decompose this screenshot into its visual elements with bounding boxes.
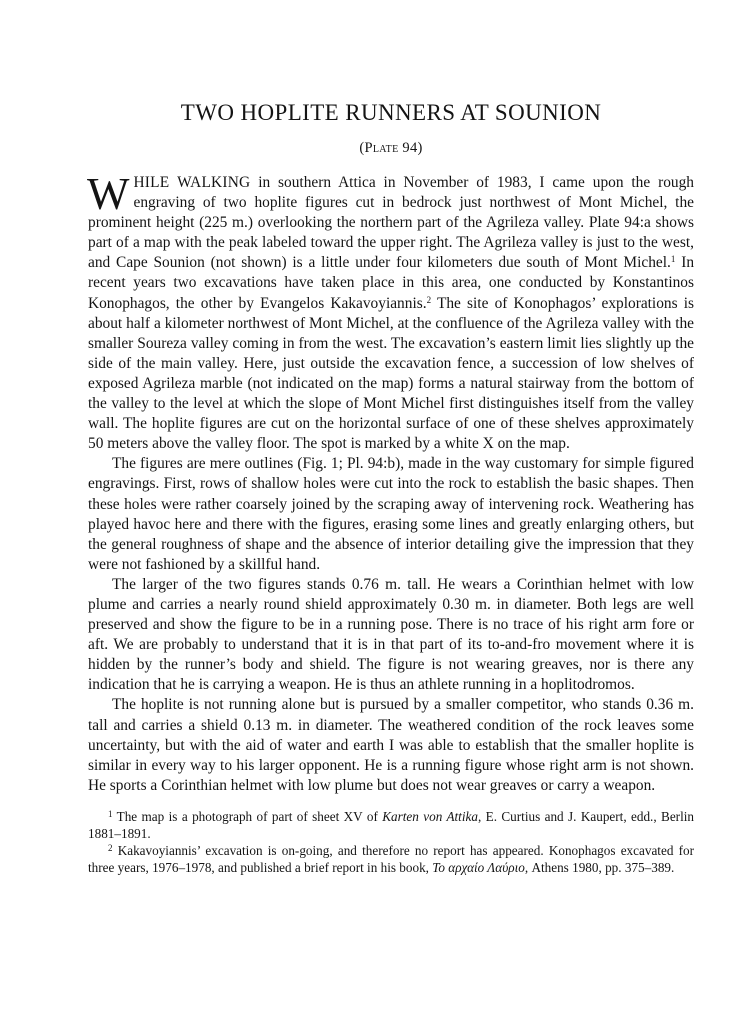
paragraph bbox=[88, 575, 694, 696]
paragraph bbox=[88, 454, 694, 575]
drop-cap: W bbox=[87, 169, 130, 219]
footnote-marker: 2 bbox=[426, 294, 432, 305]
footnote bbox=[88, 842, 694, 876]
text-run: in southern Attica in November of 1983, I came upon the rough engraving of two hoplite figures cut in bedrock just northwest of Mont Michel, the prominent height (225 m.) overlooking the northern part of the Agrileza valley. Plate 94:a shows part of a map with the peak labeled toward the upper right. The Agrileza valley is just to the west, and Cape Sounion (not shown) is a little under four kilometers due south of Mont Michel. bbox=[88, 174, 694, 272]
footnote-number: 1 bbox=[108, 808, 113, 819]
footnote-marker: 1 bbox=[670, 254, 676, 265]
article-page bbox=[88, 98, 694, 876]
text-run: The hoplite is not running alone but is pursued by a smaller competitor, who stands 0.36 m. tall and carries a shield 0.13 m. in diameter. The weathered condition of the rock leaves some uncertainty, but with the aid of water and earth I was able to establish that the smaller hoplite is similar in every way to his larger opponent. He is a running figure whose right arm is not shown. He sports a Corinthian helmet with low plume but does not wear greaves or carry a weapon. bbox=[88, 696, 694, 794]
text-run: Kakavoyiannis’ excavation is on-going, and therefore no report has appeared. Konophagos excavated for three years, 1976–1978, and published a brief report in his book, bbox=[88, 842, 694, 875]
lead-in-caps: HILE WALKING bbox=[133, 174, 251, 191]
text-run: The site of Konophagos’ explorations is about half a kilometer northwest of Mont Michel, at the confluence of the Agrileza valley with the smaller Soureza valley coming in from the west. The excavation’s eastern limit lies slightly up the side of the main valley. Here, just outside the excavation fence, a succession of low shelves of exposed Agrileza marble (not indicated on the map) forms a natural stairway from the bottom of the valley to the level at which the slope of Mont Michel first distinguishes itself from the valley wall. The hoplite figures are cut on the horizontal surface of one of these shelves approximately 50 meters above the valley floor. The spot is marked by a white X on the map. bbox=[88, 294, 695, 453]
italic-title: Karten von Attika bbox=[382, 808, 478, 824]
text-run: , Athens 1980, pp. 375–389. bbox=[524, 859, 675, 875]
italic-title: Το αρχαίο Λαύριο bbox=[432, 859, 525, 875]
plate-reference: (Plate 94) bbox=[359, 140, 423, 156]
footnote-number: 2 bbox=[108, 842, 113, 853]
footnotes bbox=[88, 808, 694, 876]
text-run: , E. Curtius and J. Kaupert, edd., Berlin 1881–1891. bbox=[88, 808, 694, 841]
text-run: The map is a photograph of part of sheet XV of bbox=[116, 808, 383, 824]
paragraph bbox=[88, 695, 694, 795]
text-run: In recent years two excavations have taken place in this area, one conducted by Konstantinos Konophagos, the other by Evangelos Kakavoyiannis. bbox=[88, 254, 695, 312]
text-run: The figures are mere outlines (Fig. 1; Pl. 94:b), made in the way customary for simple figured engravings. First, rows of shallow holes were cut into the rock to establish the basic shapes. Then these holes were rather coarsely joined by the scraping away of intervening rock. Weathering has played havoc here and there with the figures, erasing some lines and greatly enlarging others, but the general roughness of shape and the absence of interior detailing give the impression that they were not fashioned by a skillful hand. bbox=[88, 455, 694, 573]
footnote bbox=[88, 808, 694, 842]
article-title: TWO HOPLITE RUNNERS AT SOUNION bbox=[180, 100, 602, 125]
text-run: The larger of the two figures stands 0.76 m. tall. He wears a Corinthian helmet with low plume and carries a nearly round shield approximately 0.30 m. in diameter. Both legs are well preserved and show the figure to be in a running pose. There is no trace of his right arm fore or aft. We are probably to understand that it is in that part of its to-and-fro movement where it is hidden by the runner’s body and shield. The figure is not wearing greaves, nor is there any indication that he is carrying a weapon. He is thus an athlete running in a hoplitodromos. bbox=[88, 575, 694, 694]
paragraph bbox=[87, 169, 695, 454]
article-body bbox=[87, 169, 695, 796]
